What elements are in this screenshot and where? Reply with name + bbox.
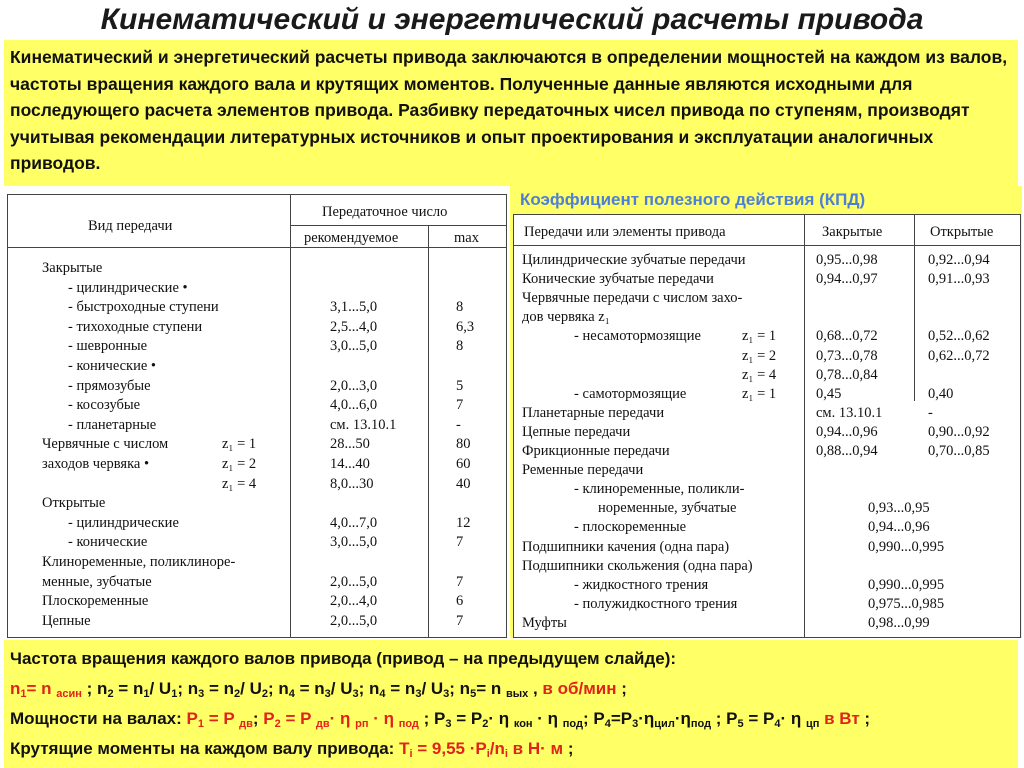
formula-text: T [399, 739, 410, 758]
formulas-panel [4, 640, 1018, 768]
formula-text: / U [421, 679, 444, 698]
formula-subscript: 4 [604, 718, 611, 730]
formula-text: ; n [81, 679, 108, 698]
row-name: Цепные [42, 612, 91, 629]
intro-paragraph: Кинематический и энергетический расчеты привода заключаются в определении мощностей на каждом из валов, частоты вращения каждого вала и крутящих моментов. Полученные данные являются исходными для последующего расчета элементов привода. Разбивку передаточных чисел привода по ступеням, производят учитывая рекомендации литературных источников и опыт проектирования и эксплуатации аналогичных приводов. [4, 40, 1018, 186]
row-max: 80 [456, 436, 471, 453]
row-open: 0,91...0,93 [928, 271, 990, 288]
row-max: 5 [456, 377, 464, 394]
row-closed: 0,94...0,97 [816, 271, 878, 288]
row-name: - цилиндрические [68, 514, 179, 531]
formula-subscript: 1 [20, 688, 27, 700]
row-max: 12 [456, 514, 471, 531]
header-type: Вид передачи [88, 218, 173, 234]
formula-text: · η [488, 709, 514, 728]
row-z: z₁ = 1 [742, 328, 777, 345]
gear-ratio-table [7, 194, 507, 638]
power-formula [10, 704, 1012, 734]
formula-text: P [263, 709, 275, 728]
formula-text: · η [780, 709, 806, 728]
row-recommended: 28...50 [330, 436, 370, 453]
table-rule [8, 247, 506, 248]
row-max: 7 [456, 612, 464, 629]
formula-label: Крутящие моменты на каждом валу привода: [10, 739, 400, 758]
row-max: 40 [456, 475, 471, 492]
row-open: 0,90...0,92 [928, 423, 990, 440]
formula-text: · η [532, 709, 563, 728]
formula-subscript: i [409, 748, 413, 760]
row-name: - полужидкостного трения [574, 595, 738, 612]
formula-text: ; [616, 679, 627, 698]
row-name: - косозубые [68, 397, 141, 414]
row-name: Ременные передачи [522, 462, 644, 479]
row-max: 7 [456, 534, 464, 551]
torque-formula [10, 734, 1012, 764]
row-name: - шевронные [68, 338, 148, 355]
formula-text: n [10, 679, 21, 698]
formula-subscript: вых [505, 688, 529, 700]
row-combined: 0,975...0,985 [868, 595, 945, 612]
formula-text: = P [743, 709, 775, 728]
formula-subscript: цп [805, 718, 820, 730]
row-closed: 0,45 [816, 385, 842, 402]
formula-subscript: i [504, 748, 508, 760]
row-recommended: 4,0...6,0 [330, 397, 378, 414]
row-open: 0,40 [928, 385, 954, 402]
formula-subscript: i [486, 748, 490, 760]
row-open: 0,70...0,85 [928, 443, 990, 459]
formula-subscript: 3 [415, 688, 422, 700]
row-name: Подшипники качения (одна пара) [522, 538, 730, 555]
row-name: Открытые [42, 495, 106, 512]
formula-subscript: под [562, 718, 583, 730]
row-recommended: 14...40 [330, 456, 370, 472]
row-name: - быстроходные ступени [68, 299, 219, 316]
rotation-speed-formula [10, 674, 1012, 704]
formula-text: ; P [418, 709, 446, 728]
row-name: - конические • [68, 358, 156, 374]
row-name: Муфты [522, 614, 567, 631]
row-name: Плоскоременные [42, 593, 149, 610]
formula-subscript: 1 [143, 688, 150, 700]
formula-subscript: 1 [171, 688, 178, 700]
efficiency-table [513, 214, 1021, 638]
row-recommended: 3,0...5,0 [330, 534, 378, 551]
formula-subscript: 3 [324, 688, 331, 700]
formula-subscript: 2 [274, 718, 281, 730]
formula-text: = P [280, 709, 316, 728]
row-name: - цилиндрические • [68, 279, 188, 296]
formula-text: = 9,55 ·P [412, 739, 487, 758]
header-max: max [454, 230, 479, 246]
header-ratio: Передаточное число [322, 204, 448, 220]
formula-text: ·η [638, 709, 655, 728]
row-name: Цилиндрические зубчатые передачи [522, 252, 746, 268]
row-name: Конические зубчатые передачи [522, 271, 714, 288]
row-closed: 0,68...0,72 [816, 328, 878, 345]
row-max: - [456, 416, 461, 433]
row-z: z₁ = 1 [222, 436, 257, 453]
row-name: Цепные передачи [522, 423, 631, 440]
row-max: 8 [456, 338, 464, 355]
formula-subscript: под [690, 718, 712, 730]
row-combined: 0,990...0,995 [868, 576, 945, 593]
row-recommended: см. 13.10.1 [330, 416, 397, 433]
row-name: Фрикционные передачи [522, 443, 670, 459]
formula-subscript: асин [56, 688, 82, 700]
row-combined: 0,98...0,99 [868, 614, 930, 631]
formula-text: ; n [358, 679, 380, 698]
row-closed: см. 13.10.1 [816, 404, 883, 421]
formula-subscript: под [398, 718, 419, 730]
formula-text: ; [563, 739, 574, 758]
formula-text: ; P [582, 709, 605, 728]
formula-subscript: 3 [445, 718, 452, 730]
formula-subscript: 3 [198, 688, 205, 700]
row-name: - прямозубые [68, 377, 151, 394]
formula-text: ; [252, 709, 264, 728]
row-open: - [928, 404, 933, 421]
row-z: z₁ = 4 [742, 366, 777, 383]
unit-label: в Н· м [512, 739, 564, 758]
row-max: 7 [456, 573, 464, 590]
row-recommended: 2,5...4,0 [330, 318, 378, 335]
formula-subscript: 3 [632, 718, 639, 730]
formula-text: · η [368, 709, 399, 728]
row-closed: 0,73...0,78 [816, 347, 878, 364]
formula-text: = P [203, 709, 240, 728]
unit-label: в Вт [824, 709, 860, 728]
row-combined: 0,94...0,96 [868, 519, 930, 536]
row-open: 0,52...0,62 [928, 328, 990, 345]
row-name: дов червяка z₁ [522, 309, 610, 326]
row-name: - планетарные [68, 416, 157, 433]
row-open: 0,92...0,94 [928, 252, 990, 268]
row-recommended: 4,0...7,0 [330, 514, 378, 531]
formula-subscript: 2 [482, 718, 489, 730]
table-rule [290, 195, 291, 637]
row-name: Подшипники скольжения (одна пара) [522, 557, 753, 574]
formula-subscript: дв [315, 718, 330, 730]
formula-text: ·η [674, 709, 691, 728]
row-max: 6 [456, 593, 464, 610]
formula-text: / U [330, 679, 353, 698]
row-z: z₁ = 2 [742, 347, 777, 364]
formula-text: =P [610, 709, 633, 728]
row-name: Червячные с числом [42, 436, 169, 453]
row-name: - тихоходные ступени [68, 318, 203, 335]
formula-label: Мощности на валах: [10, 709, 187, 728]
row-name: Закрытые [42, 260, 103, 276]
row-name: - самотормозящие [574, 385, 687, 402]
header-closed: Закрытые [822, 224, 883, 240]
table-rule [804, 215, 805, 637]
row-recommended: 3,1...5,0 [330, 299, 378, 316]
row-closed: 0,94...0,96 [816, 423, 878, 440]
formula-text: = n [476, 679, 506, 698]
row-closed: 0,88...0,94 [816, 443, 878, 459]
formula-subscript: дв [239, 718, 253, 730]
header-type: Передачи или элементы привода [524, 224, 726, 240]
table-rule [514, 245, 1020, 246]
row-z: z₁ = 4 [222, 475, 257, 492]
row-name: - несамотормозящие [574, 328, 701, 345]
row-name: - конические [68, 534, 148, 551]
table-rule [290, 225, 506, 226]
formula-text: P [186, 709, 198, 728]
page-title: Кинематический и энергетический расчеты привода [100, 3, 924, 36]
formula-subscript: рп [355, 718, 369, 730]
unit-label: в об/мин [542, 679, 617, 698]
formula-text: ; n [267, 679, 289, 698]
formula-text: = n [385, 679, 416, 698]
row-max: 60 [456, 456, 471, 472]
row-closed: 0,95...0,98 [816, 252, 878, 268]
formula-subscript: 2 [261, 688, 268, 700]
row-recommended: 8,0...30 [330, 475, 374, 492]
formula-text: / U [240, 679, 262, 698]
row-recommended: 2,0...5,0 [330, 573, 378, 590]
row-name: ноременные, зубчатые [598, 500, 737, 517]
formula-text: / U [149, 679, 172, 698]
row-name: - плоскоременные [574, 519, 687, 536]
row-max: 8 [456, 299, 464, 316]
row-combined: 0,93...0,95 [868, 500, 930, 517]
table-rule [428, 225, 429, 637]
row-name: Червячные передачи с числом захо- [522, 290, 743, 307]
formula-subscript: цил [654, 718, 675, 730]
formula-subscript: 1 [197, 718, 204, 730]
formula-subscript: 5 [737, 718, 744, 730]
formula-text: · η [329, 709, 356, 728]
header-open: Открытые [930, 224, 994, 240]
row-name: Планетарные передачи [522, 404, 665, 421]
formula-text: = P [451, 709, 483, 728]
formula-text: ; P [711, 709, 738, 728]
row-name: Клиноременные, поликлиноре- [42, 554, 236, 570]
header-recommended: рекомендуемое [304, 230, 399, 246]
formula-subscript: 2 [107, 688, 114, 700]
formula-text: = n [113, 679, 144, 698]
row-z: z₁ = 2 [222, 456, 257, 472]
formula-subscript: 4 [288, 688, 295, 700]
row-open: 0,62...0,72 [928, 347, 990, 364]
row-max: 6,3 [456, 318, 475, 335]
row-z: z₁ = 1 [742, 385, 777, 402]
formula-subscript: 4 [774, 718, 781, 730]
rotation-speed-heading: Частота вращения каждого валов привода (привод – на предыдущем слайде): [10, 649, 677, 668]
row-max: 7 [456, 397, 464, 414]
row-name: - клиноременные, поликли- [574, 481, 745, 498]
row-name: заходов червяка • [42, 456, 150, 472]
row-name: - жидкостного трения [574, 576, 709, 593]
formula-subscript: 3 [352, 688, 359, 700]
formula-subscript: кон [513, 718, 533, 730]
formula-text: ; n [177, 679, 199, 698]
kpd-title: Коэффициент полезного действия (КПД) [520, 190, 866, 209]
table-rule [914, 215, 915, 401]
formula-text: = n [204, 679, 234, 698]
formula-text: , [528, 679, 543, 698]
row-recommended: 3,0...5,0 [330, 338, 378, 355]
row-recommended: 2,0...4,0 [330, 593, 378, 610]
formula-subscript: 3 [443, 688, 450, 700]
formula-subscript: 5 [470, 688, 477, 700]
row-name: менные, зубчатые [42, 573, 152, 590]
row-combined: 0,990...0,995 [868, 538, 945, 555]
formula-text: ; n [449, 679, 471, 698]
formula-text: = n [294, 679, 325, 698]
row-recommended: 2,0...5,0 [330, 612, 378, 629]
row-recommended: 2,0...3,0 [330, 377, 378, 394]
formula-text: /n [489, 739, 505, 758]
row-closed: 0,78...0,84 [816, 366, 878, 383]
formula-text: ; [859, 709, 871, 728]
formula-subscript: 4 [379, 688, 386, 700]
formula-subscript: 2 [234, 688, 241, 700]
formula-text: = n [26, 679, 52, 698]
